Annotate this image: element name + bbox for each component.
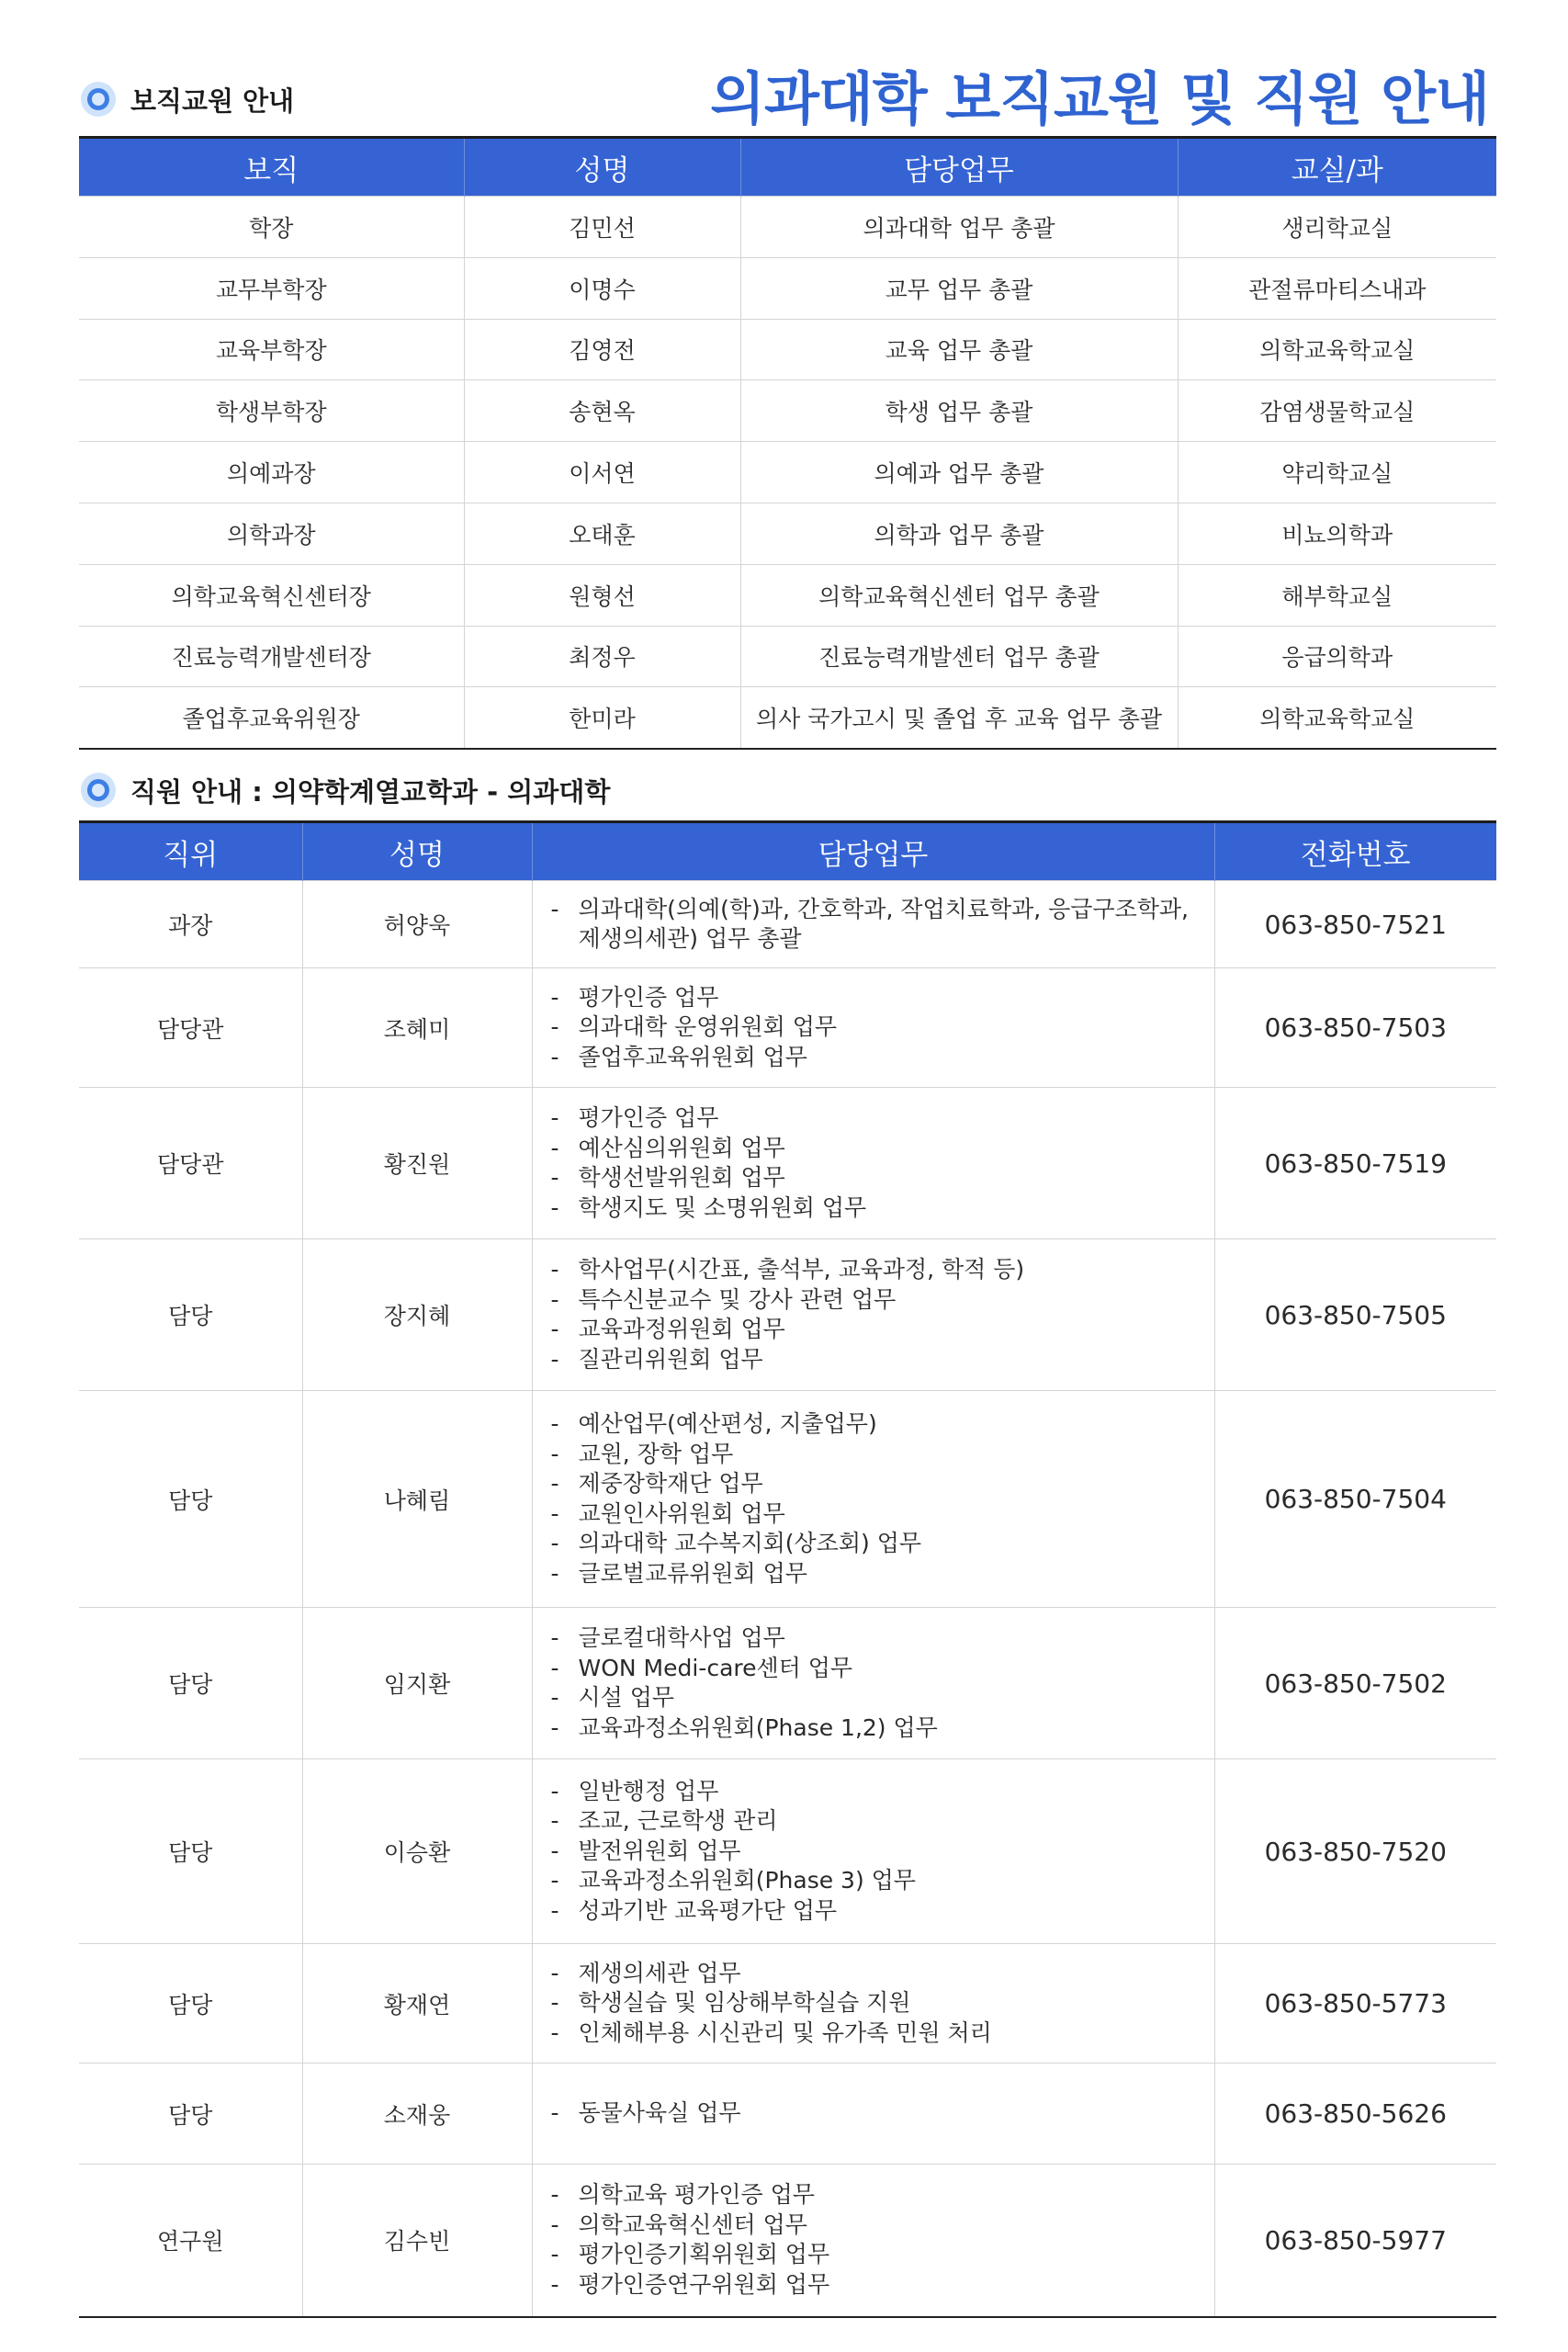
phone-cell: 063-850-5626 (1214, 2064, 1496, 2165)
duty-text: 의학교육 평가인증 업무 (578, 2181, 815, 2209)
section-header-positions (81, 79, 294, 119)
bullet-dash: - (550, 1134, 559, 1161)
duty-text: 평가인증 업무 (578, 1104, 719, 1131)
duty-text: 인체해부용 시신관리 및 유가족 민원 처리 (578, 2018, 992, 2046)
bullet-dash: - (550, 1440, 559, 1467)
name-cell: 최정우 (464, 626, 740, 687)
duty-text: 졸업후교육위원회 업무 (578, 1043, 807, 1070)
position-cell: 의학교육혁신센터장 (79, 564, 464, 626)
department-cell: 감염생물학교실 (1178, 380, 1496, 442)
position-cell: 담당 (79, 1391, 302, 1608)
duty-text: 교육과정위원회 업무 (578, 1316, 785, 1342)
table-row (79, 2064, 1496, 2165)
bullet-dash: - (550, 1013, 559, 1041)
duty-item (551, 1806, 1196, 1837)
duty-list (532, 881, 1214, 968)
bullet-dash: - (550, 2270, 559, 2298)
duty-item (551, 1043, 1196, 1073)
section-header-staff (81, 770, 610, 810)
duty-item (551, 2018, 1196, 2049)
duty-item (551, 1285, 1196, 1316)
duty-item (551, 2240, 1196, 2270)
duty-cell: 학생 업무 총괄 (740, 380, 1178, 442)
duty-list (532, 1391, 1214, 1608)
phone-cell: 063-850-5977 (1214, 2165, 1496, 2317)
duty-item (551, 1866, 1196, 1896)
name-cell: 황진원 (302, 1088, 532, 1239)
name-cell: 원형선 (464, 564, 740, 626)
duty-list (532, 1088, 1214, 1239)
bullet-dash: - (550, 1470, 559, 1497)
position-cell: 과장 (79, 881, 302, 968)
bullet-dash: - (550, 1959, 559, 1986)
position-cell: 담당 (79, 1944, 302, 2064)
table-row (79, 626, 1496, 687)
duty-list (532, 2165, 1214, 2317)
target-circle-icon (81, 773, 116, 808)
duty-text: 조교, 근로학생 관리 (578, 1807, 778, 1835)
bullet-dash: - (550, 1316, 559, 1342)
section-title: 보직교원 안내 (130, 85, 295, 117)
duty-text: 제중장학재단 업무 (578, 1470, 763, 1497)
position-cell: 담당관 (79, 968, 302, 1088)
bullet-dash: - (550, 1989, 559, 2017)
duty-text: 제생의세관 업무 (578, 1959, 741, 1986)
table-row (79, 687, 1496, 749)
duty-item (551, 1559, 1196, 1589)
bullet-dash: - (550, 1837, 559, 1864)
table-row (79, 442, 1496, 503)
duty-item (551, 1654, 1196, 1684)
duty-text: 평가인증 업무 (578, 983, 719, 1011)
position-cell: 교육부학장 (79, 319, 464, 380)
duty-text: 교원인사위원회 업무 (578, 1499, 785, 1527)
name-cell: 오태훈 (464, 503, 740, 564)
table-row (79, 1944, 1496, 2064)
phone-cell: 063-850-7504 (1214, 1391, 1496, 1608)
duty-item (551, 983, 1196, 1013)
duty-list (532, 1239, 1214, 1391)
bullet-dash: - (550, 1164, 559, 1191)
duty-item (551, 2098, 1196, 2129)
duty-cell: 교육 업무 총괄 (740, 319, 1178, 380)
department-cell: 의학교육학교실 (1178, 319, 1496, 380)
bullet-dash: - (550, 1624, 559, 1651)
duty-text: 예산업무(예산편성, 지출업무) (578, 1410, 877, 1437)
duty-cell: 교무 업무 총괄 (740, 257, 1178, 319)
table-row (79, 881, 1496, 968)
target-circle-icon (81, 82, 116, 117)
bullet-dash: - (550, 1043, 559, 1070)
duty-item (551, 1777, 1196, 1807)
column-header: 보직 (79, 138, 464, 197)
duty-text: 의과대학(의예(학)과, 간호학과, 작업치료학과, 응급구조학과, 제생의세관) 업무 총괄 (578, 895, 1189, 952)
name-cell: 김영전 (464, 319, 740, 380)
table-row (79, 1088, 1496, 1239)
duty-item (551, 1837, 1196, 1867)
page-title: 의과대학 보직교원 및 직원 안내 (710, 65, 1489, 132)
position-cell: 연구원 (79, 2165, 302, 2317)
phone-cell: 063-850-7503 (1214, 968, 1496, 1088)
duty-cell: 의학과 업무 총괄 (740, 503, 1178, 564)
duty-text: WON Medi-care센터 업무 (578, 1654, 853, 1681)
bullet-dash: - (550, 1193, 559, 1221)
position-cell: 의학과장 (79, 503, 464, 564)
department-cell: 관절류마티스내과 (1178, 257, 1496, 319)
duty-text: 일반행정 업무 (578, 1777, 719, 1804)
duty-item (551, 1134, 1196, 1164)
bullet-dash: - (550, 1104, 559, 1131)
bullet-dash: - (550, 1499, 559, 1527)
name-cell: 김수빈 (302, 2165, 532, 2317)
duty-item (551, 1623, 1196, 1654)
name-cell: 황재연 (302, 1944, 532, 2064)
duty-text: 평가인증기획위원회 업무 (578, 2241, 830, 2268)
name-cell: 이서연 (464, 442, 740, 503)
bullet-dash: - (550, 1345, 559, 1373)
duty-text: 학생지도 및 소명위원회 업무 (578, 1193, 867, 1221)
name-cell: 나혜림 (302, 1391, 532, 1608)
duty-text: 질관리위원회 업무 (578, 1345, 763, 1373)
department-cell: 응급의학과 (1178, 626, 1496, 687)
position-cell: 담당 (79, 1759, 302, 1944)
bullet-dash: - (550, 2241, 559, 2268)
bullet-dash: - (550, 2099, 559, 2127)
column-header: 담당업무 (740, 138, 1178, 197)
name-cell: 이명수 (464, 257, 740, 319)
table-header-row (79, 138, 1496, 197)
duty-item (551, 1409, 1196, 1440)
bullet-dash: - (550, 2211, 559, 2238)
duty-list (532, 2064, 1214, 2165)
duty-item (551, 1163, 1196, 1193)
bullet-dash: - (550, 1684, 559, 1711)
duty-text: 동물사육실 업무 (578, 2099, 741, 2127)
column-header: 성명 (464, 138, 740, 197)
duty-text: 발전위원회 업무 (578, 1837, 741, 1864)
duty-item (551, 1012, 1196, 1043)
column-header: 전화번호 (1214, 822, 1496, 881)
position-cell: 학장 (79, 197, 464, 258)
phone-cell: 063-850-7521 (1214, 881, 1496, 968)
duty-item (551, 2211, 1196, 2241)
column-header: 담당업무 (532, 822, 1214, 881)
duty-list (532, 1944, 1214, 2064)
phone-cell: 063-850-7502 (1214, 1608, 1496, 1759)
table-row (79, 319, 1496, 380)
table-row (79, 1759, 1496, 1944)
section-title: 직원 안내 : 의약학계열교학과 - 의과대학 (130, 775, 611, 808)
duty-text: 시설 업무 (578, 1684, 675, 1711)
table-row (79, 1239, 1496, 1391)
duty-cell: 진료능력개발센터 업무 총괄 (740, 626, 1178, 687)
duty-text: 학생선발위원회 업무 (578, 1164, 785, 1191)
duty-item (551, 1255, 1196, 1285)
name-cell: 조혜미 (302, 968, 532, 1088)
bullet-dash: - (550, 2018, 559, 2046)
duty-list (532, 968, 1214, 1088)
duty-text: 학생실습 및 임상해부학실습 지원 (578, 1989, 911, 2017)
duty-item (551, 1683, 1196, 1713)
duty-item (551, 1193, 1196, 1224)
phone-cell: 063-850-7505 (1214, 1239, 1496, 1391)
duty-text: 글로벌교류위원회 업무 (578, 1559, 807, 1587)
duty-cell: 의과대학 업무 총괄 (740, 197, 1178, 258)
bullet-dash: - (550, 1867, 559, 1894)
name-cell: 김민선 (464, 197, 740, 258)
bullet-dash: - (550, 1410, 559, 1437)
bullet-dash: - (550, 895, 559, 922)
duty-cell: 의학교육혁신센터 업무 총괄 (740, 564, 1178, 626)
duty-list (532, 1608, 1214, 1759)
duty-text: 예산심의위원회 업무 (578, 1134, 785, 1161)
bullet-dash: - (550, 983, 559, 1011)
column-header: 직위 (79, 822, 302, 881)
duty-text: 의학교육혁신센터 업무 (578, 2211, 807, 2238)
bullet-dash: - (550, 1285, 559, 1313)
position-cell: 담당관 (79, 1088, 302, 1239)
bullet-dash: - (550, 1777, 559, 1804)
duty-item (551, 1440, 1196, 1470)
bullet-dash: - (550, 1896, 559, 1924)
duty-text: 글로컬대학사업 업무 (578, 1624, 785, 1651)
department-cell: 약리학교실 (1178, 442, 1496, 503)
duty-item (551, 1896, 1196, 1927)
table-row (79, 968, 1496, 1088)
duty-item (551, 1499, 1196, 1530)
duty-text: 평가인증연구위원회 업무 (578, 2270, 830, 2298)
duty-text: 교육과정소위원회(Phase 3) 업무 (578, 1867, 916, 1894)
bullet-dash: - (550, 1713, 559, 1741)
name-cell: 소재웅 (302, 2064, 532, 2165)
duty-cell: 의예과 업무 총괄 (740, 442, 1178, 503)
duty-item (551, 1103, 1196, 1134)
table-row (79, 380, 1496, 442)
department-cell: 의학교육학교실 (1178, 687, 1496, 749)
table-row (79, 257, 1496, 319)
position-cell: 학생부학장 (79, 380, 464, 442)
table-row (79, 503, 1496, 564)
name-cell: 임지환 (302, 1608, 532, 1759)
table-row (79, 1608, 1496, 1759)
duty-text: 의과대학 교수복지회(상조회) 업무 (578, 1530, 922, 1556)
bullet-dash: - (550, 1807, 559, 1835)
department-cell: 비뇨의학과 (1178, 503, 1496, 564)
position-cell: 담당 (79, 1608, 302, 1759)
bullet-dash: - (550, 1530, 559, 1556)
duty-item (551, 1529, 1196, 1559)
table-row (79, 564, 1496, 626)
name-cell: 장지혜 (302, 1239, 532, 1391)
table-row (79, 1391, 1496, 1608)
table-row (79, 197, 1496, 258)
phone-cell: 063-850-7520 (1214, 1759, 1496, 1944)
duty-text: 교원, 장학 업무 (578, 1440, 734, 1467)
bullet-dash: - (550, 1654, 559, 1681)
department-cell: 해부학교실 (1178, 564, 1496, 626)
name-cell: 한미라 (464, 687, 740, 749)
position-cell: 의예과장 (79, 442, 464, 503)
duty-item (551, 1713, 1196, 1744)
duty-item (551, 1345, 1196, 1375)
duty-text: 의과대학 운영위원회 업무 (578, 1013, 838, 1041)
department-cell: 생리학교실 (1178, 197, 1496, 258)
column-header: 성명 (302, 822, 532, 881)
table-row (79, 2165, 1496, 2317)
duty-cell: 의사 국가고시 및 졸업 후 교육 업무 총괄 (740, 687, 1178, 749)
name-cell: 송현옥 (464, 380, 740, 442)
duty-item (551, 1315, 1196, 1345)
bullet-dash: - (550, 1559, 559, 1587)
phone-cell: 063-850-7519 (1214, 1088, 1496, 1239)
duty-item (551, 895, 1196, 955)
position-cell: 교무부학장 (79, 257, 464, 319)
duty-item (551, 1988, 1196, 2018)
duty-item (551, 1959, 1196, 1989)
table-header-row (79, 822, 1496, 881)
duty-item (551, 2270, 1196, 2301)
positions-table (79, 136, 1496, 750)
duty-text: 성과기반 교육평가단 업무 (578, 1896, 838, 1924)
staff-table (79, 820, 1496, 2318)
phone-cell: 063-850-5773 (1214, 1944, 1496, 2064)
column-header: 교실/과 (1178, 138, 1496, 197)
name-cell: 허양욱 (302, 881, 532, 968)
position-cell: 담당 (79, 2064, 302, 2165)
duty-text: 특수신분교수 및 강사 관련 업무 (578, 1285, 897, 1313)
position-cell: 진료능력개발센터장 (79, 626, 464, 687)
duty-item (551, 1469, 1196, 1499)
duty-text: 교육과정소위원회(Phase 1,2) 업무 (578, 1713, 938, 1741)
position-cell: 담당 (79, 1239, 302, 1391)
name-cell: 이승환 (302, 1759, 532, 1944)
duty-item (551, 2180, 1196, 2211)
position-cell: 졸업후교육위원장 (79, 687, 464, 749)
bullet-dash: - (550, 2181, 559, 2209)
duty-text: 학사업무(시간표, 출석부, 교육과정, 학적 등) (578, 1256, 1025, 1283)
duty-list (532, 1759, 1214, 1944)
bullet-dash: - (550, 1256, 559, 1283)
